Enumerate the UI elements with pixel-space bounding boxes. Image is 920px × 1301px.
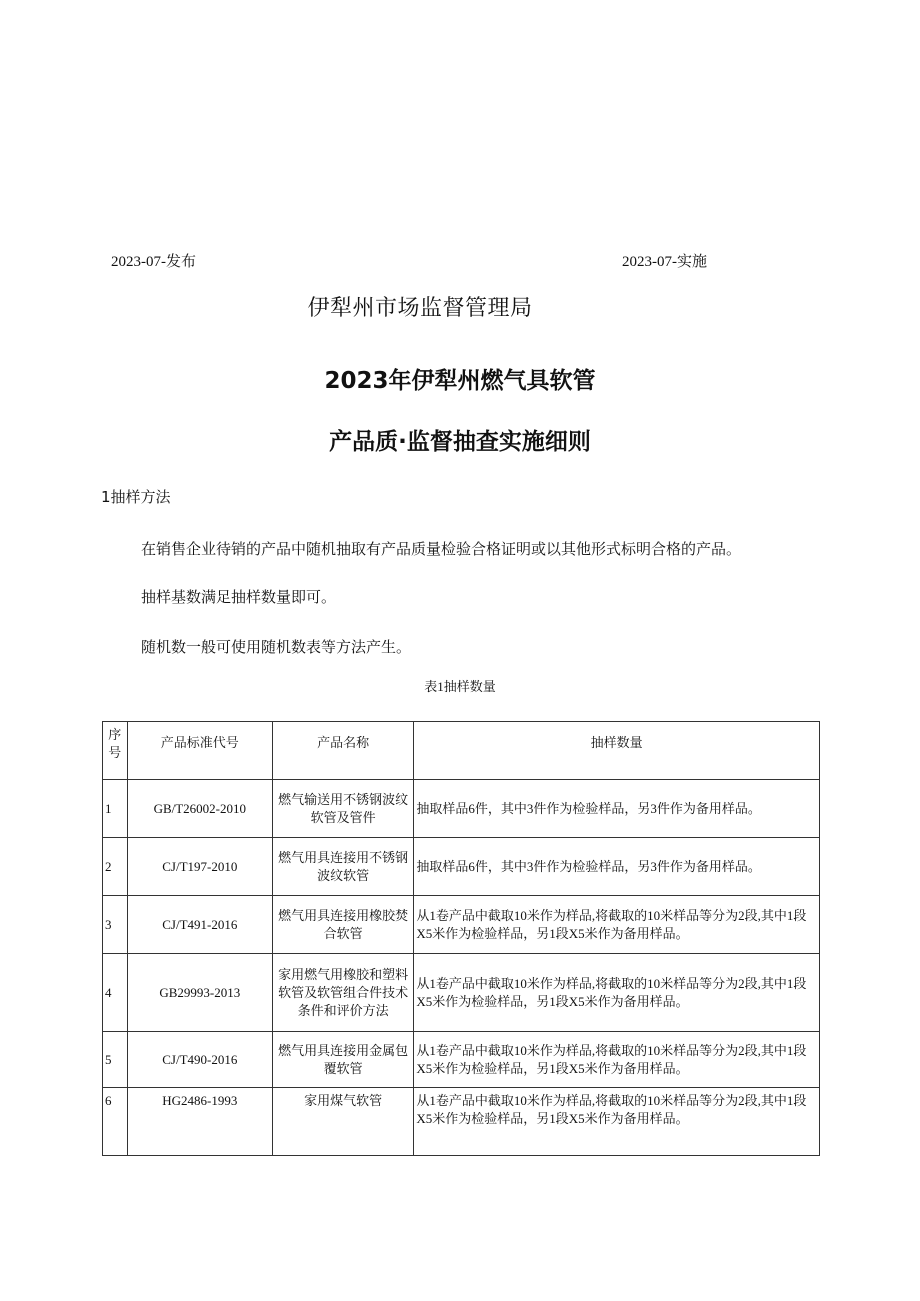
cell-standard: CJ/T490-2016 xyxy=(127,1032,272,1088)
cell-no: 5 xyxy=(103,1032,128,1088)
cell-standard: CJ/T491-2016 xyxy=(127,896,272,954)
cell-name: 家用燃气用橡胶和塑料软管及软管组合件技术条件和评价方法 xyxy=(273,954,414,1032)
sampling-table xyxy=(102,721,820,1156)
cell-name: 燃气用具连接用不锈钢波纹软管 xyxy=(273,838,414,896)
section-heading: 1抽样方法 xyxy=(101,488,171,506)
header-cell-standard: 产品标准代号 xyxy=(127,722,272,780)
document-title-line1: 2023年伊犁州燃气具软管 xyxy=(324,368,596,394)
cell-no: 6 xyxy=(103,1088,128,1156)
implement-date: 2023-07-实施 xyxy=(622,254,707,270)
cell-name: 燃气用具连接用金属包覆软管 xyxy=(273,1032,414,1088)
table-row xyxy=(103,1088,820,1156)
table-row xyxy=(103,896,820,954)
cell-standard: GB29993-2013 xyxy=(127,954,272,1032)
cell-no: 2 xyxy=(103,838,128,896)
paragraph: 随机数一般可使用随机数表等方法产生。 xyxy=(141,640,412,656)
cell-no: 4 xyxy=(103,954,128,1032)
header-cell-quantity: 抽样数量 xyxy=(414,722,820,780)
publish-date: 2023-07-发布 xyxy=(111,254,196,270)
cell-quantity: 抽取样品6件，其中3件作为检验样品，另3件作为备用样品。 xyxy=(414,838,820,896)
paragraph: 抽样基数满足抽样数量即可。 xyxy=(141,590,337,606)
table-row xyxy=(103,838,820,896)
cell-no: 3 xyxy=(103,896,128,954)
header-cell-no: 序号 xyxy=(103,722,128,780)
cell-name: 燃气用具连接用橡胶焚合软管 xyxy=(273,896,414,954)
document-title-line2: 产品质·监督抽查实施细则 xyxy=(329,429,591,455)
table-row xyxy=(103,780,820,838)
cell-quantity: 从1卷产品中截取10米作为样品,将截取的10米样品等分为2段,其中1段X5米作为检验样品，另1段X5米作为备用样品。 xyxy=(414,1088,820,1156)
cell-standard: HG2486-1993 xyxy=(127,1088,272,1156)
table-row xyxy=(103,1032,820,1088)
cell-name: 燃气输送用不锈钢波纹软管及管件 xyxy=(273,780,414,838)
cell-quantity: 抽取样品6件，其中3件作为检验样品，另3件作为备用样品。 xyxy=(414,780,820,838)
table-caption: 表1抽样数量 xyxy=(424,679,496,694)
cell-no: 1 xyxy=(103,780,128,838)
cell-quantity: 从1卷产品中截取10米作为样品,将截取的10米样品等分为2段,其中1段X5米作为检验样品，另1段X5米作为备用样品。 xyxy=(414,1032,820,1088)
table-row xyxy=(103,954,820,1032)
issuer-name: 伊犁州市场监督管理局 xyxy=(307,296,533,321)
cell-standard: GB/T26002-2010 xyxy=(127,780,272,838)
cell-quantity: 从1卷产品中截取10米作为样品,将截取的10米样品等分为2段,其中1段X5米作为检验样品，另1段X5米作为备用样品。 xyxy=(414,954,820,1032)
table-header-row xyxy=(103,722,820,780)
cell-quantity: 从1卷产品中截取10米作为样品,将截取的10米样品等分为2段,其中1段X5米作为检验样品，另1段X5米作为备用样品。 xyxy=(414,896,820,954)
cell-name: 家用煤气软管 xyxy=(273,1088,414,1156)
paragraph: 在销售企业待销的产品中随机抽取有产品质量检验合格证明或以其他形式标明合格的产品。 xyxy=(141,542,742,558)
cell-standard: CJ/T197-2010 xyxy=(127,838,272,896)
header-cell-name: 产品名称 xyxy=(273,722,414,780)
